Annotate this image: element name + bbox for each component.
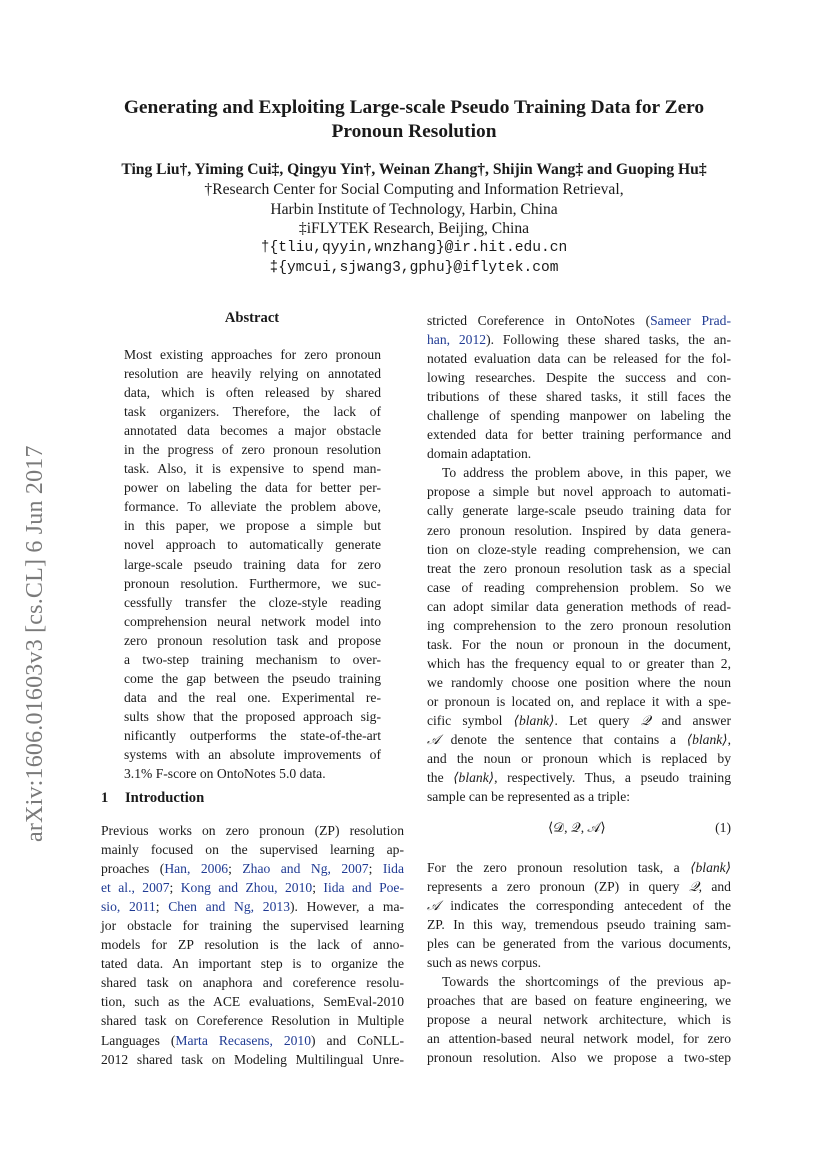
introduction-body: [101, 821, 404, 1069]
text-line: sample can be represented as a triple:: [427, 789, 631, 805]
text-line: models for ZP resolution is the lack of anno-: [101, 937, 404, 953]
text-line: For the zero pronoun resolution task, a ⟨blank⟩: [427, 860, 731, 875]
arxiv-identifier: arXiv:1606.01603v3 [cs.CL] 6 Jun 2017: [22, 445, 48, 842]
citation-link[interactable]: han, 2012: [427, 332, 487, 348]
citation-link[interactable]: Han, 2006: [164, 861, 229, 877]
text-line: in this paper, we propose a simple but: [124, 518, 381, 534]
text-line: domain adaptation.: [427, 446, 532, 462]
text-line: ZP. In this way, tremendous pseudo training sam-: [427, 917, 731, 933]
blank-symbol: ⟨blank⟩: [690, 860, 731, 875]
text-line: extended data for better training performance and: [427, 427, 731, 443]
answer-symbol: 𝒜: [427, 898, 440, 914]
text-line: et al., 2007; Kong and Zhou, 2010; Iida and Poe-: [101, 880, 404, 896]
text-line: in the progress of zero pronoun resolution: [124, 442, 381, 458]
text-line: propose a simple but novel approach to automati-: [427, 484, 731, 500]
text-line: notated evaluation data can be released for the fol-: [427, 351, 731, 367]
text-line: novel approach to automatically generate: [124, 537, 381, 553]
citation-link[interactable]: Iida and Poe-: [323, 880, 404, 896]
text-line: shared task on Coreference Resolution in Multiple: [101, 1013, 404, 1029]
text-line: pronoun resolution. Also we propose a two-step: [427, 1050, 731, 1066]
text-line: stricted Coreference in OntoNotes (Sameer Prad-: [427, 313, 731, 328]
text-line: systems with an absolute improvements of: [124, 746, 381, 762]
text-line: 3.1% F-score on OntoNotes 5.0 data.: [124, 766, 326, 782]
text-line: tion, such as the ACE evaluations, SemEval-2010: [101, 994, 404, 1010]
author-block: [60, 160, 768, 279]
text-line: 𝒜 indicates the corresponding antecedent of the: [427, 898, 731, 914]
text-line: can adopt similar data generation methods of read-: [427, 598, 731, 614]
citation-link[interactable]: sio, 2011: [101, 899, 156, 915]
text-line: a two-step training mechanism to over-: [124, 651, 381, 667]
blank-symbol: ⟨blank⟩: [513, 712, 555, 728]
email-hit: †{tliu,qyyin,wnzhang}@ir.hit.edu.cn: [260, 240, 568, 257]
text-line: power on labeling the data for better per-: [124, 480, 381, 496]
abstract-body: [124, 345, 381, 783]
text-line: an attention-based neural network model, for zero: [427, 1031, 731, 1047]
text-line: cessfully transfer the cloze-style reading: [124, 594, 381, 610]
blank-symbol: ⟨blank⟩: [686, 732, 728, 748]
text-line: proaches (Han, 2006; Zhao and Ng, 2007; Iida: [101, 861, 404, 877]
text-line: we randomly choose one position where the noun: [427, 674, 731, 690]
affiliation-1: †Research Center for Social Computing and Information Retrieval,: [204, 180, 624, 198]
text-line: pronoun resolution. Furthermore, we suc-: [124, 575, 381, 591]
text-line: Towards the shortcomings of the previous ap-: [442, 974, 731, 990]
text-line: cific symbol ⟨blank⟩. Let query 𝒬 and answer: [427, 712, 731, 728]
text-line: mainly focused on the supervised learning ap-: [101, 842, 404, 858]
equation-number: (1): [715, 820, 731, 835]
affiliation-2: Harbin Institute of Technology, Harbin, China: [270, 200, 558, 218]
text-line: tributions of these shared tasks, it still faces the: [427, 389, 731, 405]
text-line: sio, 2011; Chen and Ng, 2013). However, a ma-: [101, 899, 405, 915]
citation-link[interactable]: Marta Recasens, 2010: [175, 1032, 312, 1048]
query-symbol: 𝒬: [688, 879, 699, 895]
text-line: 2012 shared task on Modeling Multilingual Unre-: [101, 1051, 404, 1067]
text-line: ing comprehension to the zero pronoun resolution: [427, 617, 731, 633]
text-line: ples can be generated from the various documents,: [427, 936, 731, 952]
text-line: lowing researches. Despite the success and con-: [427, 370, 731, 386]
text-line: zero pronoun resolution task and propose: [124, 632, 381, 648]
text-line: data, which is often released by shared: [124, 385, 381, 401]
text-line: annotated data becomes a major obstacle: [124, 423, 381, 439]
citation-link[interactable]: Chen and Ng, 2013: [168, 899, 290, 915]
text-line: treat the zero pronoun resolution task as a special: [427, 560, 731, 576]
text-line: Previous works on zero pronoun (ZP) resolution: [101, 823, 404, 838]
text-line: and the noun or pronoun which is replaced by: [427, 751, 731, 767]
citation-link[interactable]: Sameer Prad-: [650, 313, 731, 328]
text-line: zero pronoun resolution. Inspired by data genera-: [427, 522, 731, 538]
right-column-body: [427, 311, 731, 806]
section-number: 1: [101, 790, 109, 806]
text-line: come the gap between the pseudo training: [124, 670, 381, 686]
text-line: resolution are heavily relying on annotated: [124, 366, 381, 382]
citation-link[interactable]: Iida: [382, 861, 404, 877]
text-line: Most existing approaches for zero pronoun: [124, 347, 381, 362]
text-line: shared task on anaphora and coreference resolu-: [101, 975, 404, 991]
text-line: which has the frequency equal to or greater than 2,: [427, 655, 731, 671]
text-line: or pronoun is located on, and replace it with a spe-: [427, 693, 731, 709]
text-line: data and the real one. Experimental re-: [124, 689, 381, 705]
right-column-body-lower: [427, 858, 731, 1068]
text-line: nificantly outperforms the state-of-the-art: [124, 727, 381, 743]
text-line: formance. To alleviate the problem above,: [124, 499, 381, 515]
text-line: han, 2012). Following these shared tasks, the an-: [427, 332, 731, 348]
text-line: represents a zero pronoun (ZP) in query 𝒬, and: [427, 879, 731, 895]
text-line: the ⟨blank⟩, respectively. Thus, a pseudo training: [427, 770, 731, 786]
text-line: task. Also, it is expensive to spend man-: [124, 461, 381, 477]
text-line: Languages (Marta Recasens, 2010) and CoNLL-: [101, 1032, 404, 1048]
abstract-heading: Abstract: [224, 310, 280, 326]
blank-symbol: ⟨blank⟩: [453, 770, 495, 786]
query-symbol: 𝒬: [640, 712, 651, 728]
text-line: challenge of spending manpower on labeling the: [427, 408, 731, 424]
section-title: Introduction: [125, 790, 205, 806]
text-line: large-scale pseudo training data for zero: [124, 556, 381, 572]
text-line: cally generate large-scale pseudo training data for: [427, 503, 731, 519]
citation-link[interactable]: Kong and Zhou, 2010: [180, 880, 313, 896]
author-names: Ting Liu†, Yiming Cui‡, Qingyu Yin†, Weinan Zhang†, Shijin Wang‡ and Guoping Hu‡: [121, 161, 707, 178]
text-line: tated data. An important step is to organize the: [101, 956, 404, 972]
section-heading-introduction: [101, 790, 204, 807]
citation-link[interactable]: Zhao and Ng, 2007: [242, 861, 369, 877]
text-line: task. For the noun or pronoun in the document,: [427, 636, 731, 652]
text-line: 𝒜 denote the sentence that contains a ⟨blank⟩,: [427, 732, 731, 748]
text-line: comprehension neural network model into: [124, 613, 381, 629]
text-line: To address the problem above, in this paper, we: [442, 465, 731, 481]
citation-link[interactable]: et al., 2007: [101, 880, 170, 896]
answer-symbol: 𝒜: [427, 732, 440, 748]
text-line: case of reading comprehension problem. So we: [427, 579, 731, 595]
text-line: tion on cloze-style reading comprehension, we can: [427, 541, 731, 557]
paper-title: Generating and Exploiting Large-scale Pseudo Training Data for Zero Pronoun Resolution: [123, 97, 705, 142]
text-line: propose a neural network architecture, which is: [427, 1012, 731, 1028]
text-line: task organizers. Therefore, the lack of: [124, 404, 381, 420]
email-iflytek: ‡{ymcui,sjwang3,gphu}@iflytek.com: [269, 259, 559, 276]
text-line: jor obstacle for training the supervised learning: [101, 918, 404, 934]
text-line: such as news corpus.: [427, 955, 542, 971]
text-line: proaches that are based on feature engineering, we: [427, 993, 731, 1009]
equation-body: ⟨𝒟, 𝒬, 𝒜⟩: [548, 820, 606, 835]
affiliation-3: ‡iFLYTEK Research, Beijing, China: [298, 220, 530, 238]
text-line: sults show that the proposed approach sig-: [124, 708, 381, 724]
